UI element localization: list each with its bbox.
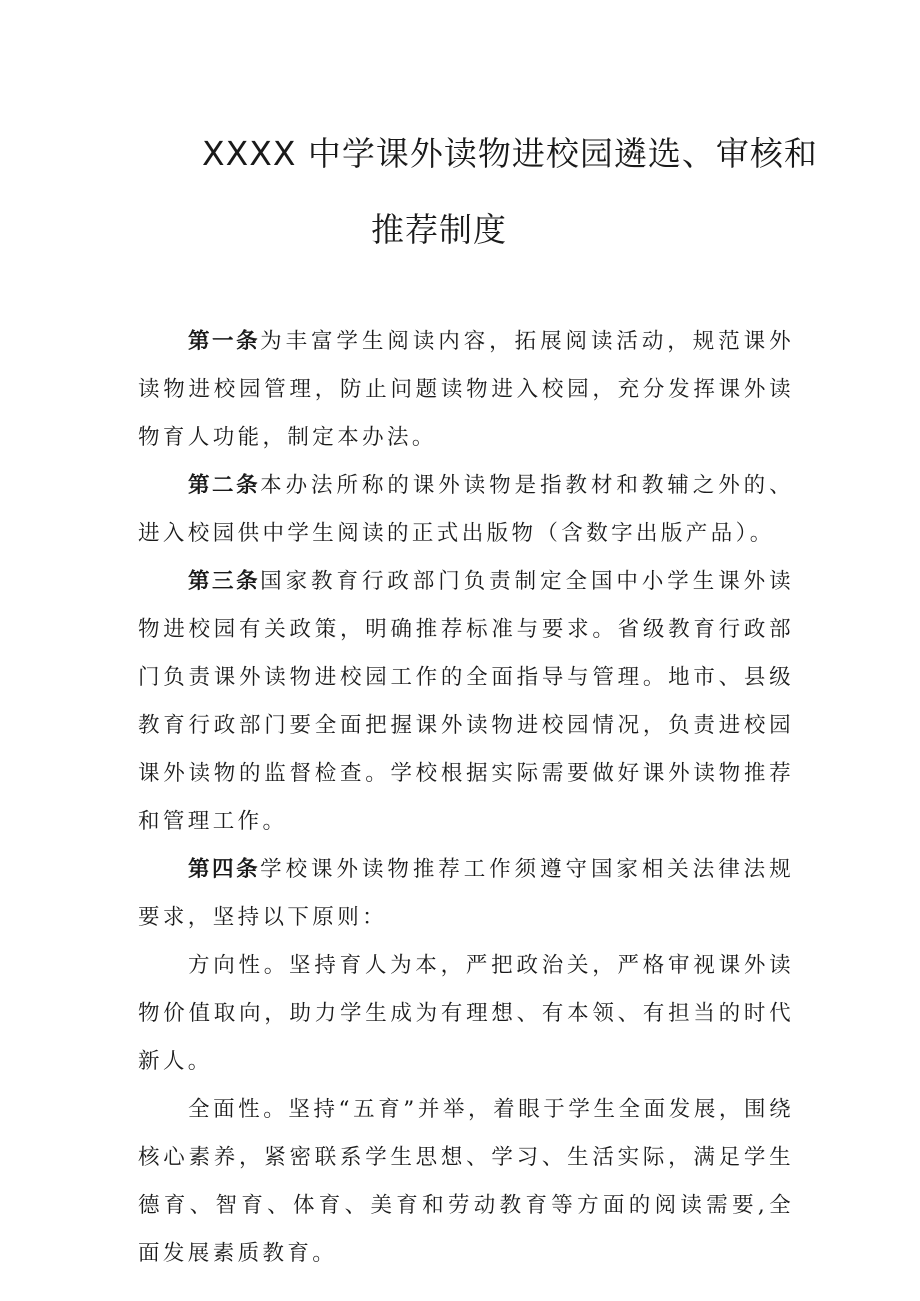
article-3-text: 国家教育行政部门负责制定全国中小学生课外读物进校园有关政策，明确推荐标准与要求。省级教育行政部门负责课外读物进校园工作的全面指导与管理。地市、县级教育行政部门要全面把握课外读物进校园情况，负责进校园课外读物的监督检查。学校根据实际需要做好课外读物推荐和管理工作。 xyxy=(138,569,794,834)
principle-1: 方向性。坚持育人为本，严把政治关，严格审视课外读物价值取向，助力学生成为有理想、有本领、有担当的时代新人。 xyxy=(138,953,794,1074)
article-2-text: 本办法所称的课外读物是指教材和教辅之外的、进入校园供中学生阅读的正式出版物（含数字出版产品）。 xyxy=(138,473,794,546)
article-4-text: 学校课外读物推荐工作须遵守国家相关法律法规要求，坚持以下原则： xyxy=(138,857,794,930)
article-1-label: 第一条 xyxy=(188,329,261,354)
article-1 xyxy=(138,318,794,462)
document-title-line-2: 推荐制度 xyxy=(371,210,507,249)
document-body xyxy=(138,318,794,1278)
document-title-line-1: XXXX 中学课外读物进校园遴选、审核和 xyxy=(202,134,818,173)
article-4-label: 第四条 xyxy=(188,857,261,882)
article-2 xyxy=(138,462,794,558)
article-3-label: 第三条 xyxy=(188,569,261,594)
article-1-text: 为丰富学生阅读内容，拓展阅读活动，规范课外读物进校园管理，防止问题读物进入校园，充分发挥课外读物育人功能，制定本办法。 xyxy=(138,329,794,450)
article-3 xyxy=(138,558,794,846)
article-2-label: 第二条 xyxy=(188,473,261,498)
principle-2: 全面性。坚持“五育”并举，着眼于学生全面发展，围绕核心素养，紧密联系学生思想、学习、生活实际，满足学生德育、智育、体育、美育和劳动教育等方面的阅读需要,全面发展素质教育。 xyxy=(138,1097,794,1266)
article-4 xyxy=(138,846,794,942)
